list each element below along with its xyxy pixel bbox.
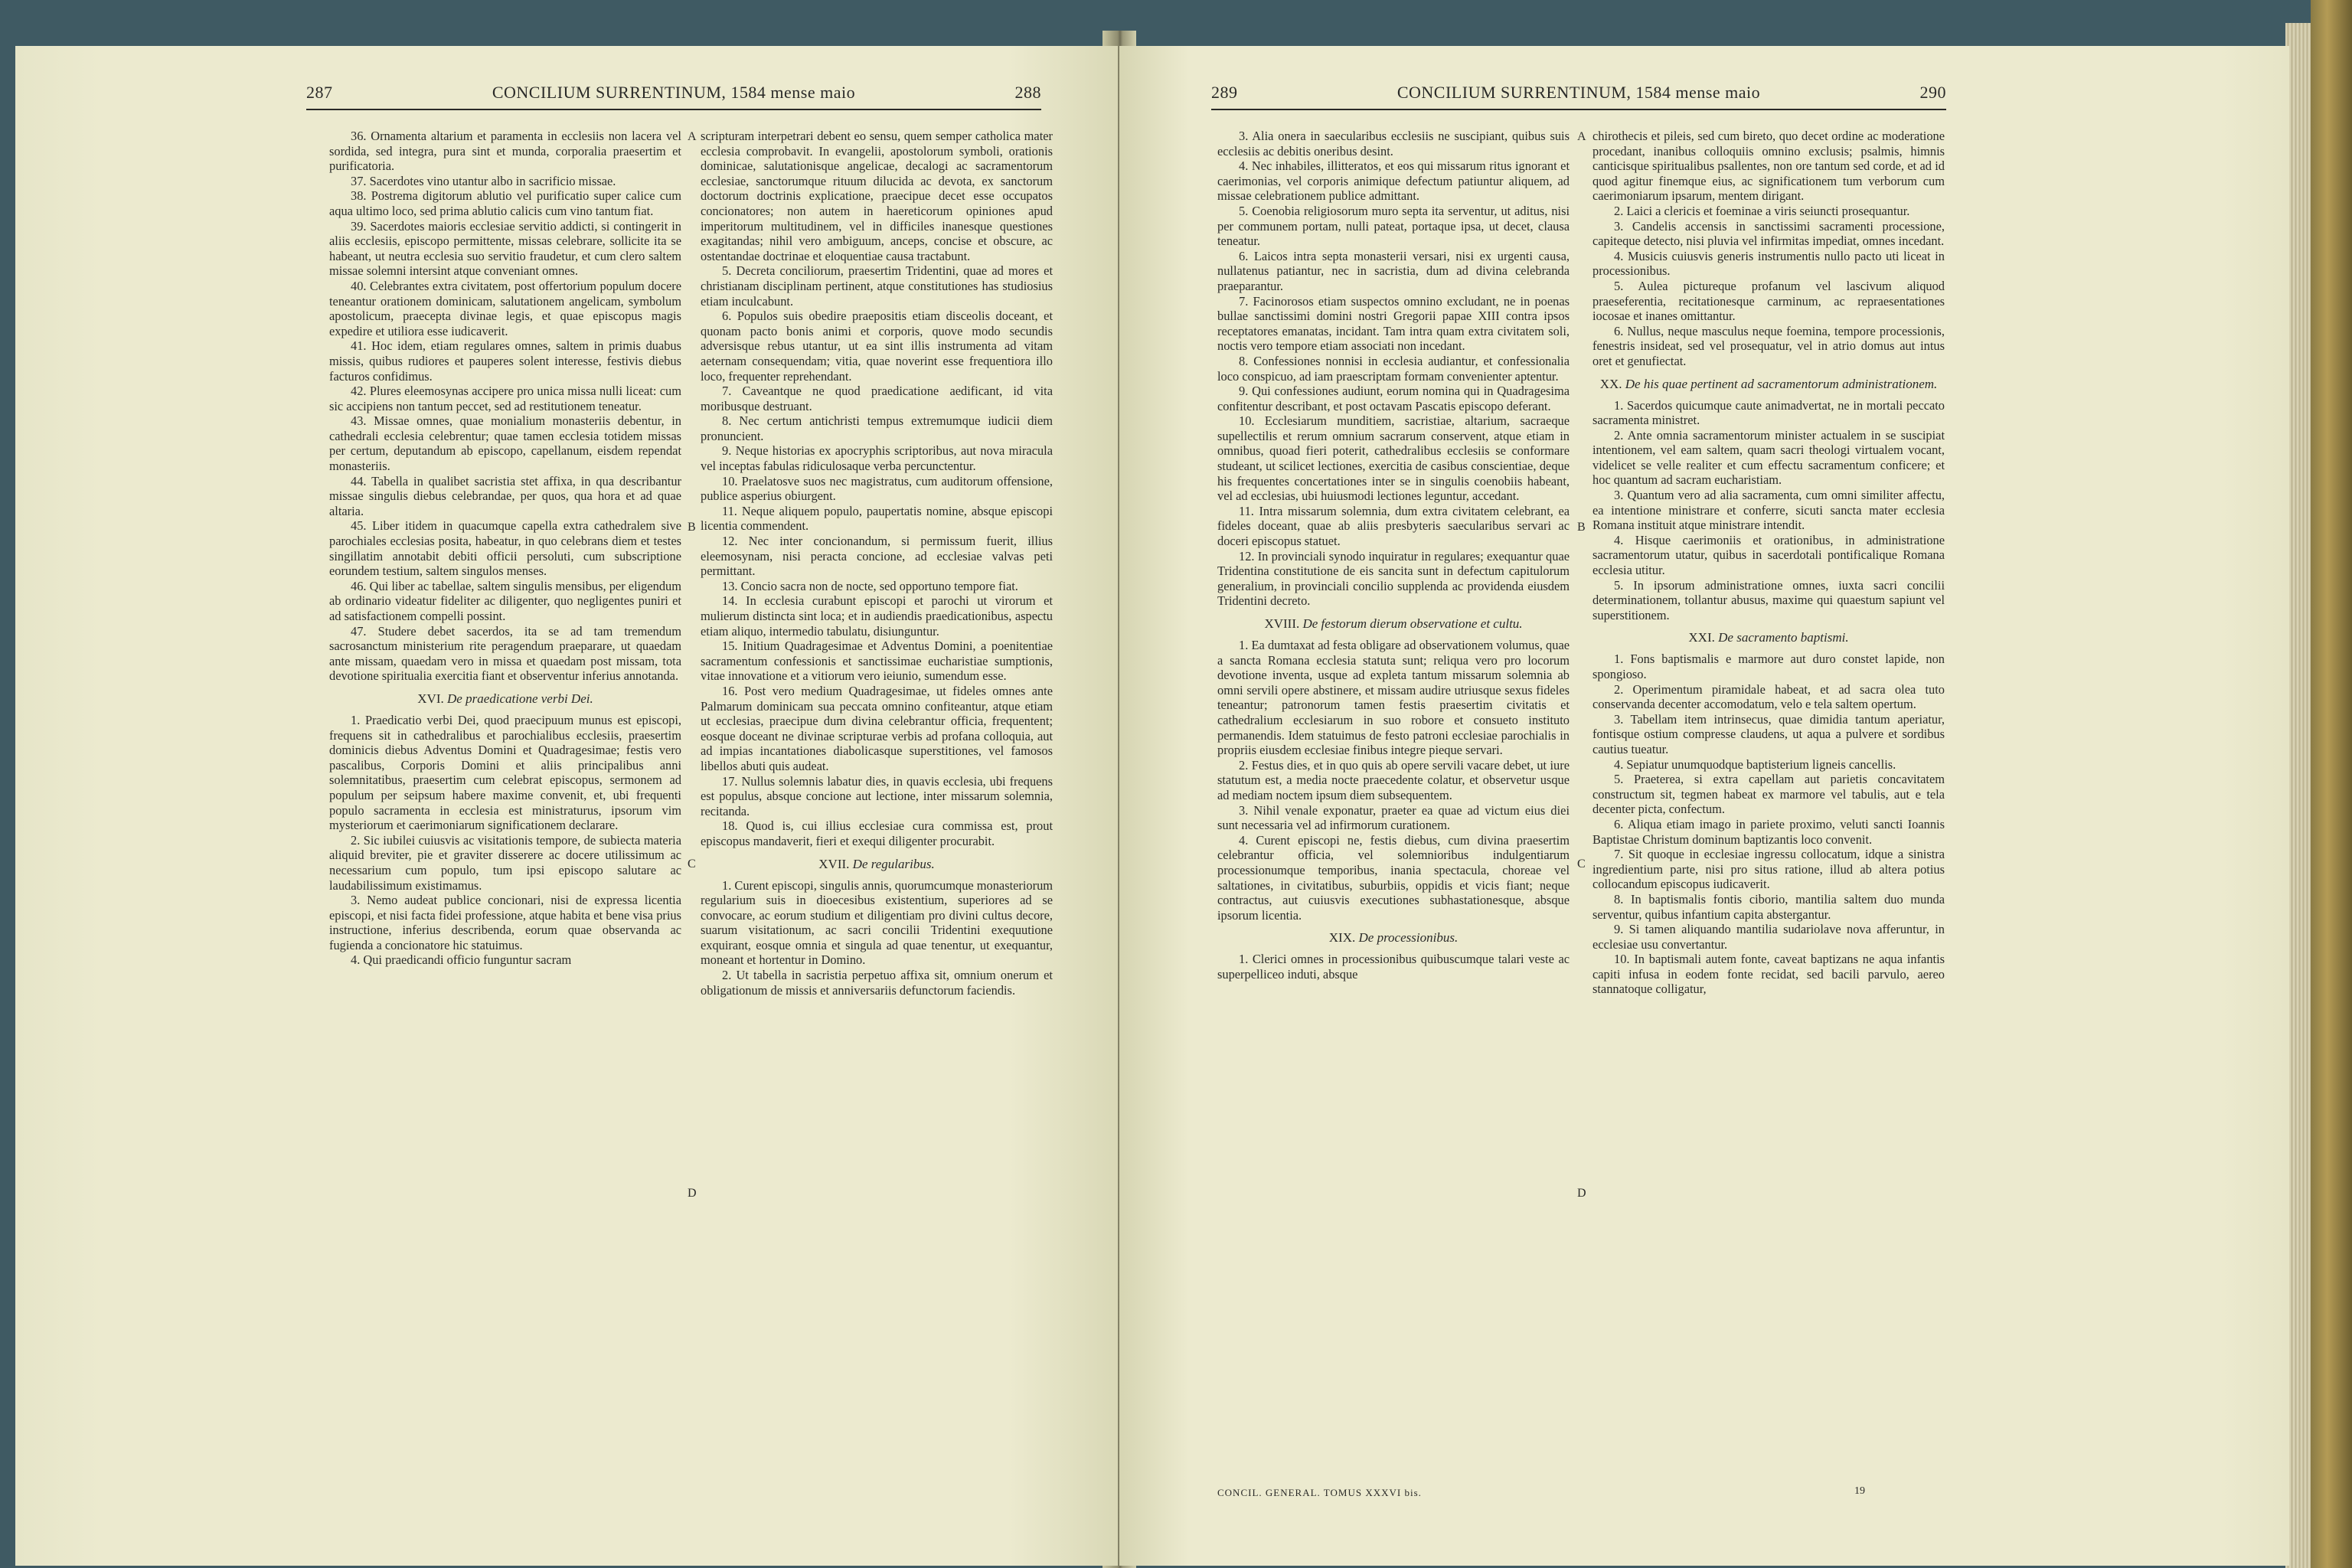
section-heading (1217, 930, 1570, 946)
paragraph: 3. Candelis accensis in sanctissimi sacramenti processione, capiteque detecto, nisi pluvia vel infirmitas impediat, omnes incedant. (1592, 218, 1945, 249)
paragraph: 2. Ut tabella in sacristia perpetuo affixa sit, omnium onerum et obligationum de missis et anniversariis defunctorum faciendis. (701, 968, 1053, 998)
running-title-left: CONCILIUM SURRENTINUM, 1584 mense maio (492, 83, 856, 102)
paragraph: 6. Nullus, neque masculus neque foemina, tempore processionis, fenestris insideat, sed vel prosequatur, vel in atrio domus aut intus oret et genufiectat. (1592, 323, 1945, 368)
margin-mark-a: A (688, 130, 697, 143)
paragraph: 13. Concio sacra non de nocte, sed opportuno tempore fiat. (722, 578, 1018, 593)
paragraph: 4. Hisque caerimoniis et orationibus, in administratione sacramentorum utatur, quibus in sacerdotali pontificalique Romana ecclesia utitur. (1592, 532, 1945, 578)
section-number: XX. (1599, 376, 1622, 391)
paragraph: 1. Sacerdos quicumque caute animadvertat, ne in mortali peccato sacramenta ministret. (1592, 397, 1945, 428)
paragraph: 44. Tabella in qualibet sacristia stet affixa, in qua describantur missae singulis diebus celebrandae, per quos, qua hora et ad quae altaria. (329, 473, 681, 518)
paragraph: 4. Sepiatur unumquodque baptisterium ligneis cancellis. (1614, 756, 1896, 772)
right-col-2 (1592, 129, 1945, 997)
paragraph: 41. Hoc idem, etiam regulares omnes, saltem in primis duabus missis, quibus rudiores et pauperes solent interesse, festivis diebus facturos confidimus. (329, 338, 681, 384)
paragraph: 37. Sacerdotes vino utantur albo in sacrificio missae. (351, 173, 616, 188)
margin-mark-d: D (688, 1187, 697, 1200)
paragraph: 10. In baptismali autem fonte, caveat baptizans ne aqua infantis capiti infusa in eodem fonte recidat, sed bacili parvulo, aereo stannatoque colligatur, (1592, 952, 1945, 997)
section-number: XIX. (1328, 930, 1356, 946)
paragraph: 45. Liber itidem in quacumque capella extra cathedralem sive parochiales ecclesias posita, habeatur, in quo celebrans diem et testes singillatim annotabit debiti officii persoluti, cum subscriptione eorundem testium, saltem singulos menses. (329, 518, 681, 579)
page-number-288: 288 (1014, 83, 1041, 102)
header-rule-left (306, 109, 1041, 110)
paragraph: 36. Ornamenta altarium et paramenta in ecclesiis non lacera vel sordida, sed integra, pura sint et munda, corporalia praesertim et purificatoria. (329, 129, 681, 174)
section-title: De regularibus. (852, 856, 935, 871)
paragraph: 40. Celebrantes extra civitatem, post offertorium populum docere teneantur orationem dominicam, salutationem angelicam, symbolum apostolicum, praecepta divinae legis, et quae episcopus magis expedire et utiliora esse iudicaverit. (329, 278, 681, 338)
paragraph: 17. Nullus solemnis labatur dies, in quavis ecclesia, ubi frequens est populus, absque concione aut lectione, inter missarum solemnia, recitanda. (701, 773, 1053, 818)
section-heading (1592, 377, 1945, 392)
paragraph: scripturam interpetrari debent eo sensu, quem semper catholica mater ecclesia comprobavit. In evangelii, apostolorum symboli, orationis dominicae, salutationisque angelicae, decalogi ac sacramentorum ecclesiae, sanctorumque rituum dilucida ac devota, ex sanctorum doctorum doctrinis explicatione, praecipue decet esse occupatos concionatores; non autem in haereticorum opiniones apud imperitorum multitudinem, vel in difficiles inanesque questiones exagitandas; nihil vero ambiguum, anceps, concise et obscure, ac ostentandae doctrinae et eloquentiae causa tractabunt. (701, 129, 1053, 263)
paragraph: 18. Quod is, cui illius ecclesiae cura commissa est, prout episcopus mandaverit, fieri et exequi diligenter procurabit. (701, 818, 1053, 848)
signature-mark: 19 (1854, 1485, 1865, 1497)
section-number: XVI. (417, 691, 444, 706)
paragraph: 11. Intra missarum solemnia, dum extra civitatem celebrant, ea fideles doceant, quae ab aliis presbyteris saecularibus servari ac doceri episcopus statuet. (1217, 503, 1570, 549)
paragraph: 7. Caveantque ne quod praedicatione aedificant, id vita moribusque destruant. (701, 384, 1053, 413)
right-page (1119, 46, 2289, 1566)
margin-mark-b-right: B (1577, 521, 1586, 534)
section-heading (329, 691, 681, 707)
paragraph: 9. Qui confessiones audiunt, eorum nomina qui in Quadragesima confitentur describant, et post octavam Pascatis episcopo deferant. (1217, 384, 1570, 413)
paragraph: 8. Confessiones nonnisi in ecclesia audiantur, et confessionalia loco conspicuo, ad iam praescriptam formam convenienter aptentur. (1217, 353, 1570, 384)
paragraph: 6. Populos suis obedire praepositis etiam disceolis doceant, et quonam pacto bonis animi et corporis, quove modo secundis adversisque rebus utantur, ut ea sint illis instrumenta ad vitam aeternam consequendam; vitia, quae noverint esse frequentiora illo loco, frequenter reprehendant. (701, 309, 1053, 384)
paragraph: 12. Nec inter concionandum, si permissum fuerit, illius eleemosynam, nisi peracta concione, ad ecclesiae valvas peti permittant. (701, 534, 1053, 579)
paragraph: 1. Curent episcopi, singulis annis, quorumcumque monasteriorum regularium suis in dioecesibus existentium, superiores ad se convocare, ac eorum studium et diligentiam pro divini cultus decore, suarum visitationum, ac sacri concilii Tridentini exequutione exquirant, eosque omnia et singula ad quae tenentur, ut exequantur, moneant et hortentur in Domino. (701, 877, 1054, 968)
paragraph: 12. In provinciali synodo inquiratur in regulares; exequantur quae Tridentina constitutione de eis sancita sunt in defectum capitulorum generalium, in provinciali concilio supplenda ac providenda eiusdem Tridentini decreto. (1217, 548, 1570, 609)
volume-footer: CONCIL. GENERAL. TOMUS XXXVI bis. (1217, 1487, 1422, 1498)
paragraph: 3. Nihil venale exponatur, praeter ea quae ad victum eius diei sunt necessaria vel ad infirmorum curationem. (1217, 802, 1570, 833)
header-rule-right (1211, 109, 1946, 110)
section-number: XVIII. (1264, 616, 1300, 631)
book-cover (2311, 0, 2352, 1568)
paragraph: 2. Festus dies, et in quo quis ab opere servili vacare debet, ut iure statutum est, a media nocte praecedente colatur, et observetur usque ad mediam noctem ipsum diem subsequentem. (1217, 757, 1570, 802)
section-heading (1592, 630, 1945, 645)
paragraph: 9. Si tamen aliquando mantilia sudariolave nova afferuntur, in ecclesiae usu convertantur. (1592, 922, 1945, 952)
section-number: XVII. (818, 856, 850, 871)
paragraph: 39. Sacerdotes maioris ecclesiae servitio addicti, si contingerit in aliis ecclesiis, episcopo permittente, missas celebrare, sollicite ita se habeant, ut neutra ecclesia suo servitio fraudetur, et cum clero saltem missae solemni intersint atque conveniant omnes. (329, 218, 681, 279)
paragraph: 8. Nec certum antichristi tempus extremumque iudicii diem pronuncient. (701, 413, 1053, 443)
paragraph: chirothecis et pileis, sed cum bireto, quo decet ordine ac moderatione procedant, inanibus colloquiis omnino exclusis; psalmis, himnis canticisque spiritualibus psallentes, non ore tantum sed corde, et ad id quod agitur finemque eius, ac significationem tum verborum cum caerimoniarum ipsarum, mentem dirigant. (1592, 129, 1945, 204)
paragraph: 1. Ea dumtaxat ad festa obligare ad observationem volumus, quae a sancta Romana ecclesia statuta sunt; reliqua vero pro locorum devotione inventa, usque ad expleta tantum missarum solemnia ab omni servili opere abstinere, et missam audire utriusque sexus fideles teneantur; patronorum tamen festis praesertim civitatis et cathedralium ecclesiarum in suo robore et consueto instituto permanendis. Idem statuimus de festo patroni ecclesiae parochialis in propriis eiusdem ecclesiae finibus integre pieque servari. (1217, 638, 1570, 758)
paragraph: 3. Nemo audeat publice concionari, nisi de expressa licentia episcopi, et nisi facta fidei professione, atque habita et bene visa prius instructione, inferius describenda, eorum quae observanda ac fugienda a concionatore hic statuimus. (329, 893, 681, 952)
paragraph: 2. Sic iubilei cuiusvis ac visitationis tempore, de subiecta materia aliquid breviter, pie et graviter disserere ac docere utilissimum ac necessarium cum populo, tum ipsi episcopo salutare ac laudabilissimum existimamus. (329, 832, 681, 893)
paragraph: 15. Initium Quadragesimae et Adventus Domini, a poenitentiae sacramentum confessionis et sanctissimae eucharistiae sumptionis, vitae innovatione et a vitiorum vero ieiunio, sumendum esse. (701, 639, 1053, 684)
paragraph: 2. Operimentum piramidale habeat, et ad sacra olea tuto conservanda decenter accomodatum, velo e tela saltem opertum. (1592, 681, 1945, 712)
left-col-1 (329, 129, 681, 968)
paragraph: 10. Ecclesiarum munditiem, sacristiae, altarium, sacraeque supellectilis et rerum omnium sacrarum conservent, atque etiam in omnibus, quoad fieri poterit, cathedralibus ecclesiis se conformare studeant, ut scilicet lectiones, exercitia de casibus conscientiae, deque his frequentes concertationes inter se in singulis coenobiis habeant, vel ad ecclesias, ubi huiusmodi lectiones leguntur, accedant. (1217, 413, 1570, 504)
paragraph: 43. Missae omnes, quae monialium monasteriis debentur, in cathedrali ecclesia celebrentur; quae tamen ecclesia totidem missas per certum, deputandum ab episcopo, capellanum, eisdem rependat monasteriis. (329, 413, 681, 474)
paragraph: 7. Facinorosos etiam suspectos omnino excludant, ne in poenas bullae sanctissimi domini nostri Gregorii papae XIII contra ipsos receptatores emanatas, incidant. Tam intra quam extra civitatem soli, noctis vero tempore etiam associati non incedant. (1217, 293, 1570, 354)
paragraph: 3. Tabellam item intrinsecus, quae dimidia tantum aperiatur, fontisque ostium compresse claudens, ut aqua a pulvere et sordibus cautius tueatur. (1592, 711, 1945, 756)
margin-mark-b: B (688, 521, 696, 534)
paragraph: 2. Laici a clericis et foeminae a viris seiuncti prosequantur. (1614, 203, 1910, 218)
section-title: De festorum dierum observatione et cultu. (1302, 616, 1523, 631)
paragraph: 11. Neque aliquem populo, paupertatis nomine, absque episcopi licentia commendent. (701, 503, 1053, 534)
section-title: De processionibus. (1358, 930, 1459, 946)
paragraph: 3. Quantum vero ad alia sacramenta, cum omni similiter affectu, ea intentione ministrare et conferre, sicuti sancta mater ecclesia Romana instituit atque ministrare intendit. (1592, 488, 1945, 533)
section-title: De praedicatione verbi Dei. (447, 691, 593, 706)
paragraph: 42. Plures eleemosynas accipere pro unica missa nulli liceat: cum sic accipiens non tantum peccet, sed ad restitutionem teneatur. (329, 384, 681, 413)
section-number: XXI. (1688, 630, 1715, 645)
paragraph: 47. Studere debet sacerdos, ita se ad tam tremendum sacrosanctum ministerium rite peragendum praeparare, ut quaedam ante missam, quaedam vero in missa et quaedam post missam, tota devotione spiritualia exercitia fiant et observentur inferius annotanda. (329, 623, 681, 684)
paragraph: 6. Laicos intra septa monasterii versari, nisi ex urgenti causa, nullatenus patiantur, nec in sacristia, dum ad divina celebranda praeparantur. (1217, 248, 1570, 293)
paragraph: 9. Neque historias ex apocryphis scriptoribus, aut nova miracula vel inceptas fabulas ridiculosaque verba percunctentur. (701, 443, 1053, 474)
paragraph: 1. Praedicatio verbi Dei, quod praecipuum munus est episcopi, frequens sit in cathedralibus et parochialibus ecclesiis, praesertim dominicis diebus Adventus Domini et Quadragesimae; festis vero pascalibus, Corporis Domini et aliis principalibus anni solemnitatibus, praesertim cum celebrat episcopus, sermonem ad populum per seipsum habere maxime convenit, et, ubi frequenti populo sacramenta in ecclesia est ministraturus, ipsorum vim mysteriorum et caerimoniarum significationem declarare. (329, 712, 681, 833)
paragraph: 3. Alia onera in saecularibus ecclesiis ne suscipiant, quibus suis ecclesiis ac debitis oneribus desint. (1217, 129, 1570, 158)
margin-mark-a-right: A (1577, 130, 1586, 143)
page-number-290: 290 (1919, 83, 1946, 102)
section-heading (701, 857, 1053, 872)
paragraph: 5. Aulea pictureque profanum vel lascivum aliquod praeseferentia, recitationesque carminum, ac repraesentationes iocosae et inanes omittantur. (1592, 278, 1945, 324)
page-number-289: 289 (1211, 83, 1238, 102)
paragraph: 1. Clerici omnes in processionibus quibuscumque talari veste ac superpelliceo induti, absque (1217, 952, 1570, 982)
paragraph: 2. Ante omnia sacramentorum minister actualem in se suscipiat intentionem, vel eam saltem, quam sacri theologi virtualem vocant, videlicet se velle realiter et cum effectu sacramentum conficere; et hoc quantum ad sacram eucharistiam. (1592, 427, 1945, 488)
paragraph: 38. Postrema digitorum ablutio vel purificatio super calice cum aqua ultimo loco, sed prima ablutio calicis cum vino tantum fiat. (329, 188, 681, 218)
paragraph: 4. Nec inhabiles, illitteratos, et eos qui missarum ritus ignorant et caerimonias, vel corporis animique defectum patiuntur aliquem, ad missae celebrationem publice admittant. (1217, 158, 1570, 204)
paragraph: 5. In ipsorum administratione omnes, iuxta sacri concilii determinationem, tollantur abusus, maxime qui quaestum sapiunt vel superstitionem. (1592, 577, 1945, 622)
left-col-2 (701, 129, 1053, 998)
margin-mark-d-right: D (1577, 1187, 1586, 1200)
running-title-right: CONCILIUM SURRENTINUM, 1584 mense maio (1396, 83, 1761, 102)
section-title: De his quae pertinent ad sacramentorum administrationem. (1625, 376, 1938, 391)
paragraph: 4. Curent episcopi ne, festis diebus, cum divina praesertim celebrantur officia, vel solemnioribus indulgentiarum processionumque temporibus, inania spectacula, choreae vel saltationes, in civitatibus, suburbiis, oppidis et vicis fiant; neque contractus, aut cuiusvis executiones subhastationesque, absque ipsorum licentia. (1217, 832, 1570, 923)
page-number-287: 287 (306, 83, 333, 102)
paragraph: 4. Musicis cuiusvis generis instrumentis nullo pacto uti liceat in processionibus. (1592, 248, 1945, 279)
paragraph: 7. Sit quoque in ecclesiae ingressu collocatum, idque a sinistra ingredientium parte, nisi pro situs ratione, illud ab altera potius collocandum episcopus iudicaverit. (1592, 847, 1945, 892)
paragraph: 10. Praelatosve suos nec magistratus, cum auditorum offensione, publice asperius obiurgent. (701, 473, 1053, 504)
margin-mark-c: C (688, 858, 696, 871)
section-heading (1217, 616, 1570, 632)
paragraph: 4. Qui praedicandi officio funguntur sacram (351, 952, 572, 968)
left-page (15, 46, 1118, 1566)
paragraph: 1. Fons baptismalis e marmore aut duro constet lapide, non spongioso. (1592, 652, 1945, 681)
paragraph: 5. Coenobia religiosorum muro septa ita serventur, ut aditus, nisi per communem portam, nulli pateat, portaque ipsa, ut decet, clausa teneatur. (1217, 203, 1570, 249)
paragraph: 5. Praeterea, si extra capellam aut parietis concavitatem constructum sit, tegmen habeat ex marmore vel tabulis, aut e tela decenter picta, confectum. (1592, 772, 1945, 817)
paragraph: 16. Post vero medium Quadragesimae, ut fideles omnes ante Palmarum dominicam sua peccata omnino confiteantur, atque etiam ut ecclesias, praecipue dum divina celebrantur officia, frequentent; eosque doceant ne divinae scripturae verbis ad profana colloquia, aut ad impias incantationes diabolicasque superstitiones, vel famosos libellos abuti quis audeat. (701, 683, 1053, 773)
paragraph: 46. Qui liber ac tabellae, saltem singulis mensibus, per eligendum ab ordinario videatur fideliter ac diligenter, quo negligentes puniri et ad satisfactionem compelli possint. (329, 578, 681, 623)
paragraph: 5. Decreta conciliorum, praesertim Tridentini, quae ad mores et christianam disciplinam pertinent, atque constitutiones has studiosius etiam inculcabunt. (701, 263, 1053, 309)
paragraph: 14. In ecclesia curabunt episcopi et parochi ut virorum et mulierum distincta sint loca; et in audiendis praedicationibus, aspectu etiam aliquo, intermedio tabulatu, disiunguntur. (701, 593, 1053, 639)
paragraph: 6. Aliqua etiam imago in pariete proximo, veluti sancti Ioannis Baptistae Christum dominum baptizantis loco convenit. (1592, 816, 1945, 847)
margin-mark-c-right: C (1577, 858, 1586, 871)
section-title: De sacramento baptismi. (1718, 630, 1849, 645)
right-col-1 (1217, 129, 1570, 982)
paragraph: 8. In baptismalis fontis ciborio, mantilia saltem duo munda serventur, quibus infantium capita abstergantur. (1592, 891, 1945, 922)
